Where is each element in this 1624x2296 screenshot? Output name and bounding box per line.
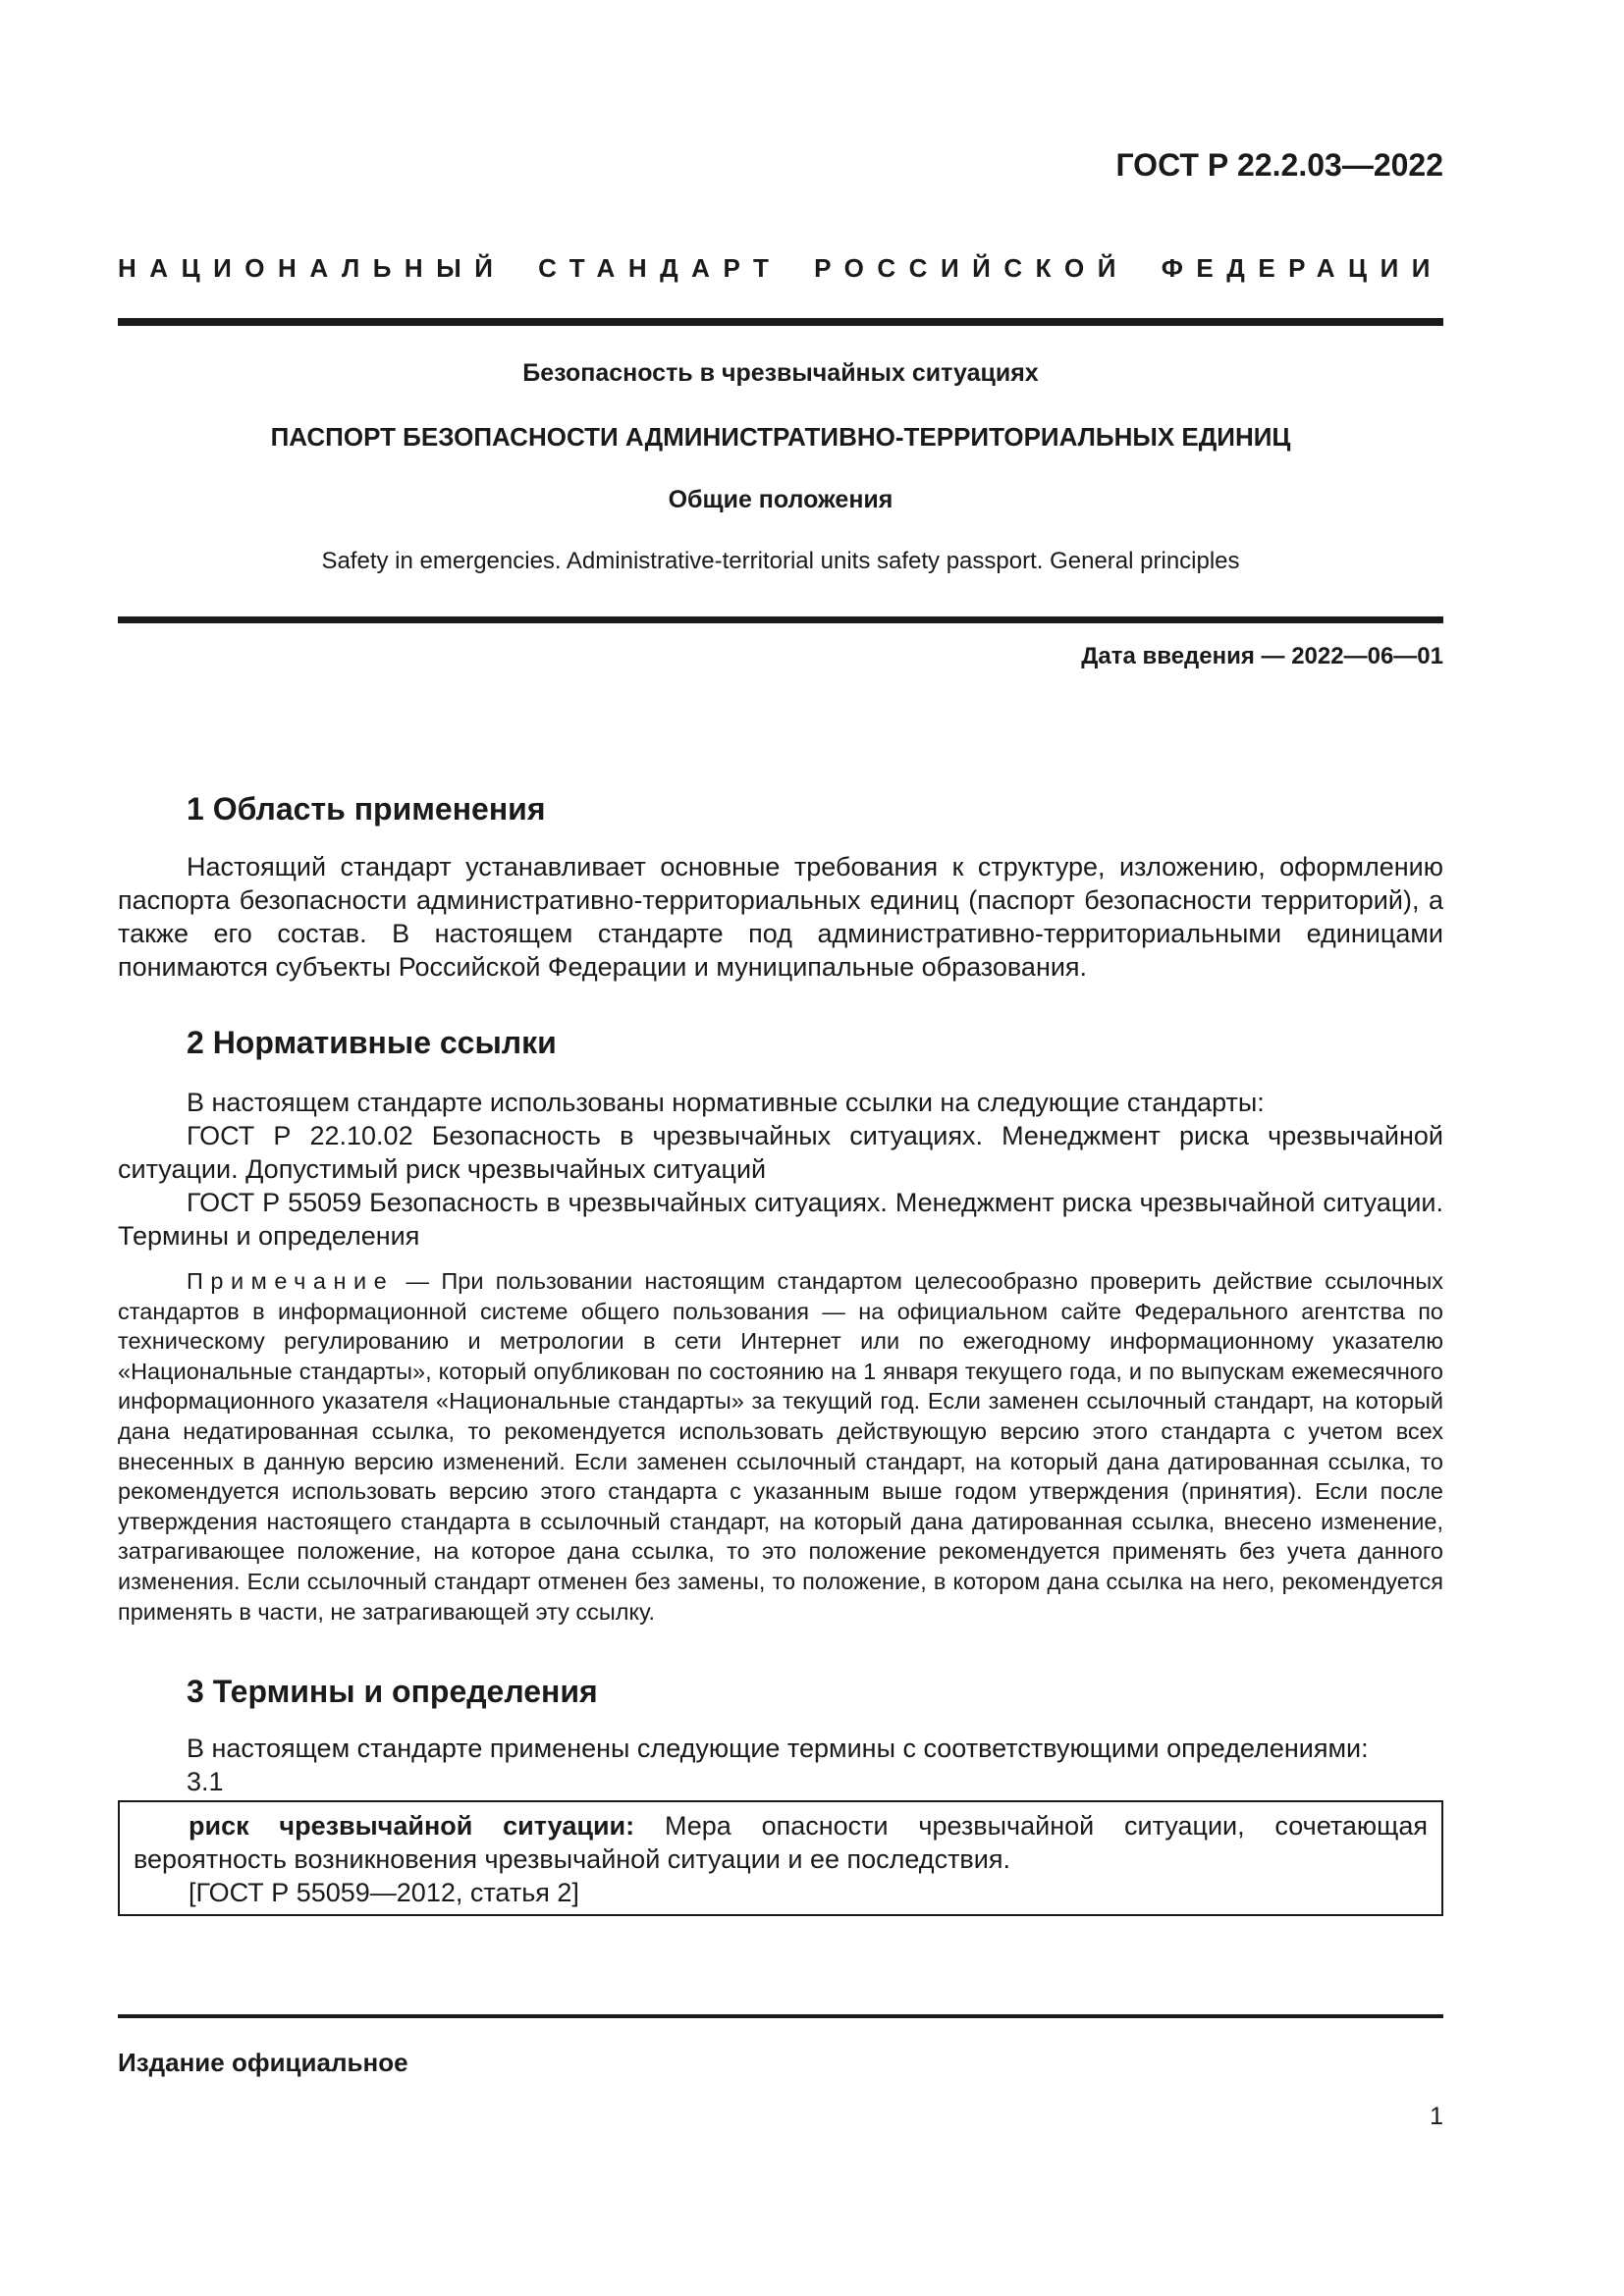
paragraph: В настоящем стандарте применены следующие термины с соответствующими определениями: [187,1734,1369,1763]
term-definition-box [118,1800,1443,1916]
term-source: [ГОСТ Р 55059—2012, статья 2] [189,1878,579,1907]
document-title: ПАСПОРТ БЕЗОПАСНОСТИ АДМИНИСТРАТИВНО-ТЕРРИТОРИАЛЬНЫХ ЕДИНИЦ [270,422,1291,452]
introduction-date: Дата введения — 2022—06—01 [1081,643,1443,669]
section-1-body [118,850,1443,984]
term-definition [134,1809,1428,1876]
document-subject: Безопасность в чрезвычайных ситуациях [522,359,1039,387]
document-subtitle: Общие положения [668,486,893,513]
page-number: 1 [1430,2103,1443,2130]
national-standard-banner: НАЦИОНАЛЬНЫЙ СТАНДАРТ РОССИЙСКОЙ ФЕДЕРАЦИИ [118,253,1443,283]
section-2-body [118,1086,1443,1253]
paragraph: В настоящем стандарте использованы нормативные ссылки на следующие стандарты: [187,1088,1265,1117]
note-label: Примечание [187,1268,395,1294]
section-3-heading: 3 Термины и определения [187,1674,598,1709]
footer-divider [118,2014,1443,2018]
english-title: Safety in emergencies. Administrative-territorial units safety passport. General principles [321,548,1240,574]
term-number: 3.1 [187,1767,224,1796]
reference-item: ГОСТ Р 55059 Безопасность в чрезвычайных ситуациях. Менеджмент риска чрезвычайной ситуации. Термины и определения [118,1188,1443,1251]
section-1-heading: 1 Область применения [187,791,546,827]
edition-label: Издание официальное [118,2048,408,2077]
standard-code: ГОСТ Р 22.2.03—2022 [1115,147,1443,183]
title-divider [118,616,1443,623]
header-divider [118,318,1443,326]
note-block [118,1266,1443,1627]
section-2-heading: 2 Нормативные ссылки [187,1025,557,1060]
note-text: — При пользовании настоящим стандартом целесообразно проверить действие ссылочных стандартов в информационной системе общего пользования — на официальном сайте Федерального агентства по техническому регулированию и метрологии в сети Интернет или по ежегодному информационному указателю «Национальные стандарты», который опубликован по состоянию на 1 января текущего года, и по выпускам ежемесячного информационного указателя «Национальные стандарты» за текущий год. Если заменен ссылочный стандарт, на который дана недатированная ссылка, то рекомендуется использовать действующую версию этого стандарта с учетом всех внесенных в данную версию изменений. Если заменен ссылочный стандарт, на который дана датированная ссылка, то рекомендуется использовать версию этого стандарта с указанным выше годом утверждения (принятия). Если после утверждения настоящего стандарта в ссылочный стандарт, на который дана датированная ссылка, внесено изменение, затрагивающее положение, на которое дана ссылка, то это положение рекомендуется применять без учета данного изменения. Если ссылочный стандарт отменен без замены, то положение, в котором дана ссылка на него, рекомендуется применять в части, не затрагивающей эту ссылку. [118,1268,1443,1625]
paragraph: Настоящий стандарт устанавливает основные требования к структуре, изложению, оформлению паспорта безопасности административно-территориальных единиц (паспорт безопасности территорий), а также его состав. В настоящем стандарте под административно-территориальными единицами понимаются субъекты Российской Федерации и муниципальные образования. [118,852,1443,982]
term: риск чрезвычайной ситуации: [189,1811,635,1841]
definition: Мера опасности чрезвычайной ситуации, сочетающая вероятность возникновения чрезвычайной ситуации и ее последствия. [134,1811,1428,1874]
section-3-body [118,1732,1443,1765]
reference-item: ГОСТ Р 22.10.02 Безопасность в чрезвычайных ситуациях. Менеджмент риска чрезвычайной ситуации. Допустимый риск чрезвычайных ситуаций [118,1121,1443,1184]
